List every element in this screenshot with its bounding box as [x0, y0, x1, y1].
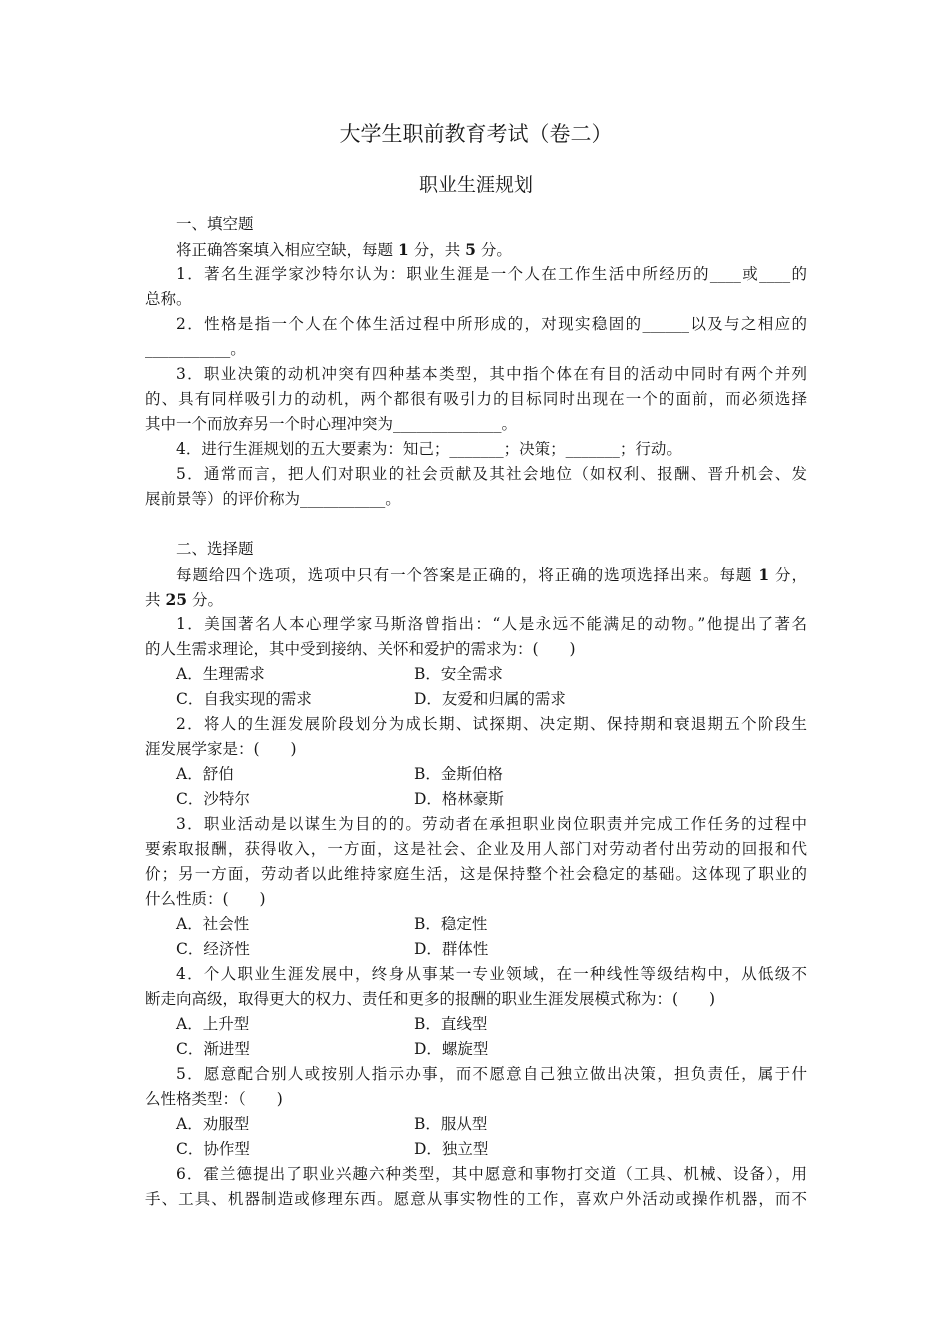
option-row — [145, 662, 807, 687]
document-body — [145, 118, 807, 1212]
option-row — [145, 787, 807, 812]
option-a: A．生理需求 — [176, 665, 265, 683]
option-c: C．自我实现的需求 — [176, 690, 312, 708]
question-text: 4．进行生涯规划的五大要素为：知己；_______；决策；_______；行动。 — [176, 440, 682, 458]
question-text: 3．职业决策的动机冲突有四种基本类型，其中指个体在有目的活动中同时有两个并列 — [176, 365, 807, 383]
question-text: 2．性格是指一个人在个体生活过程中所形成的，对现实稳固的______以及与之相应的 — [176, 315, 807, 333]
option-row — [145, 937, 807, 962]
section-heading-multiple-choice: 二、选择题 — [176, 540, 254, 558]
option-d: D．群体性 — [414, 940, 489, 958]
question-text: ___________。 — [145, 340, 246, 358]
option-row — [145, 1112, 807, 1137]
question-text: 其中一个而放弃另一个时心理冲突为______________。 — [145, 415, 518, 433]
section-heading-fill-blank: 一、填空题 — [176, 215, 254, 233]
option-a: A．舒伯 — [176, 765, 234, 783]
question-text: 5．愿意配合别人或按别人指示办事，而不愿意自己独立做出决策，担负责任，属于什 — [176, 1065, 807, 1083]
option-a: A．社会性 — [176, 915, 250, 933]
question-text: 么性格类型：（ ) — [145, 1090, 283, 1108]
option-b: B．服从型 — [414, 1115, 488, 1133]
question-text: 什么性质：( ) — [145, 890, 266, 908]
option-c: C．沙特尔 — [176, 790, 250, 808]
question-text: 的人生需求理论，其中受到接纳、关怀和爱护的需求为：( ) — [145, 640, 576, 658]
option-c: C．渐进型 — [176, 1040, 250, 1058]
question-text: 价；另一方面，劳动者以此维持家庭生活，这是保持整个社会稳定的基础。这体现了职业的 — [145, 865, 807, 883]
option-row — [145, 762, 807, 787]
option-a: A．上升型 — [176, 1015, 250, 1033]
question-text: 展前景等）的评价称为___________。 — [145, 490, 401, 508]
question-text: 手、工具、机器制造或修理东西。愿意从事实物性的工作，喜欢户外活动或操作机器，而不 — [145, 1190, 807, 1208]
option-row — [145, 912, 807, 937]
question-text: 1．美国著名人本心理学家马斯洛曾指出：“人是永远不能满足的动物。”他提出了著名 — [176, 615, 807, 633]
question-text: 总称。 — [145, 290, 192, 308]
section-instructions: 将正确答案填入相应空缺，每题 1 分，共 5 分。 — [176, 240, 512, 259]
option-d: D．格林豪斯 — [414, 790, 504, 808]
question-text: 3．职业活动是以谋生为目的的。劳动者在承担职业岗位职责并完成工作任务的过程中 — [176, 815, 807, 833]
option-row — [145, 1137, 807, 1162]
option-b: B．金斯伯格 — [414, 765, 503, 783]
option-b: B．直线型 — [414, 1015, 488, 1033]
option-b: B．稳定性 — [414, 915, 488, 933]
option-row — [145, 1012, 807, 1037]
option-d: D．独立型 — [414, 1140, 489, 1158]
page-title: 大学生职前教育考试（卷二） — [339, 122, 613, 146]
section-instructions: 共 25 分。 — [145, 590, 223, 609]
question-text: 的、具有同样吸引力的动机，两个都很有吸引力的目标同时出现在一个的面前，而必须选择 — [145, 390, 807, 408]
option-a: A．劝服型 — [176, 1115, 250, 1133]
option-b: B．安全需求 — [414, 665, 503, 683]
section-instructions: 每题给四个选项，选项中只有一个答案是正确的，将正确的选项选择出来。每题 1 分， — [176, 565, 807, 584]
question-text: 4．个人职业生涯发展中，终身从事某一专业领域，在一种线性等级结构中，从低级不 — [176, 965, 807, 983]
option-d: D．友爱和归属的需求 — [414, 690, 566, 708]
option-c: C．协作型 — [176, 1140, 250, 1158]
question-text: 断走向高级，取得更大的权力、责任和更多的报酬的职业生涯发展模式称为：( ) — [145, 990, 716, 1008]
question-text: 2．将人的生涯发展阶段划分为成长期、试探期、决定期、保持期和衰退期五个阶段生 — [176, 715, 807, 733]
question-text: 5．通常而言，把人们对职业的社会贡献及其社会地位（如权利、报酬、晋升机会、发 — [176, 465, 807, 483]
question-text: 6．霍兰德提出了职业兴趣六种类型，其中愿意和事物打交道（工具、机械、设备），用 — [176, 1165, 807, 1183]
page-subtitle: 职业生涯规划 — [418, 174, 533, 196]
option-d: D．螺旋型 — [414, 1040, 489, 1058]
option-row — [145, 1037, 807, 1062]
option-c: C．经济性 — [176, 940, 250, 958]
question-text: 1．著名生涯学家沙特尔认为：职业生涯是一个人在工作生活中所经历的____或____的 — [176, 265, 807, 283]
question-text: 要索取报酬，获得收入，一方面，这是社会、企业及用人部门对劳动者付出劳动的回报和代 — [145, 840, 807, 858]
question-text: 涯发展学家是：( ) — [145, 740, 297, 758]
option-row — [145, 687, 807, 712]
